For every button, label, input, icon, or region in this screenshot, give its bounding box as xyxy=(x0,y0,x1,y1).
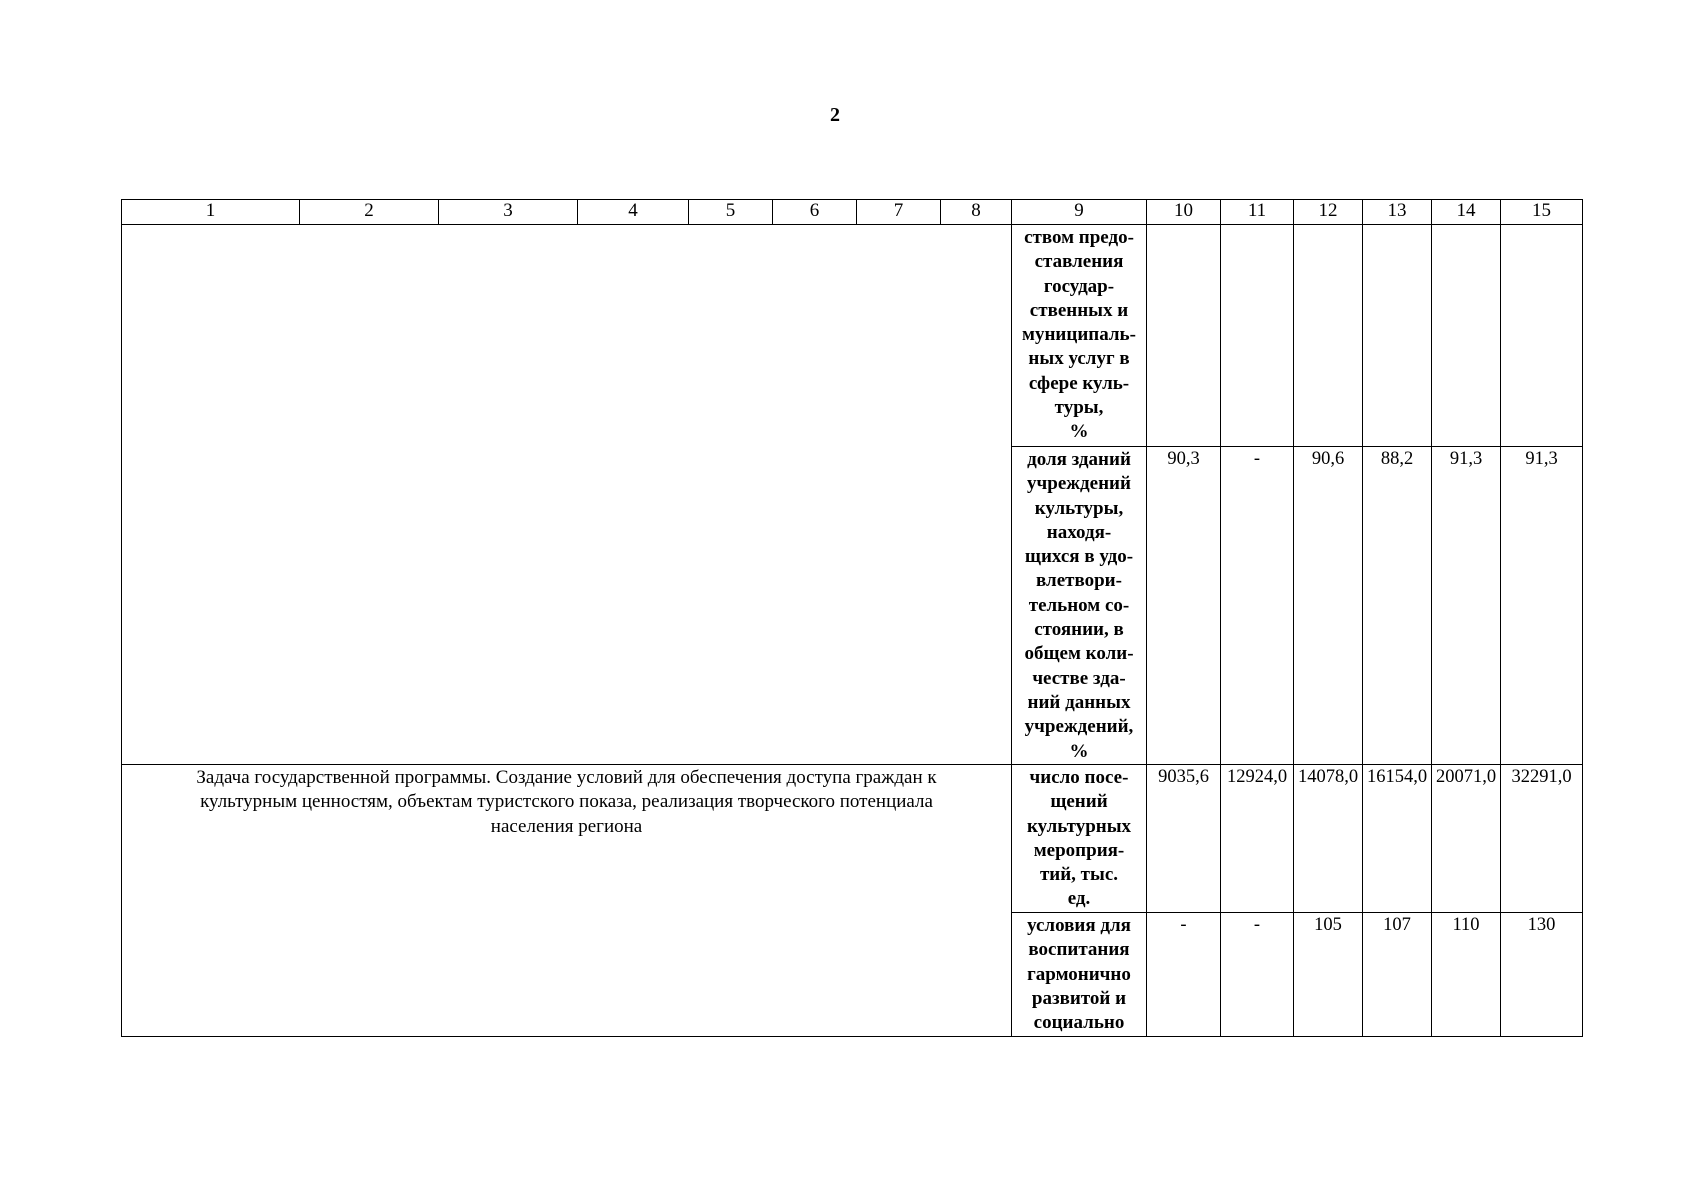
indicator-line: % xyxy=(1069,740,1089,762)
indicator-line: культуры, xyxy=(1034,497,1124,519)
task-line: населения региона xyxy=(490,815,643,837)
indicator-line: условия для xyxy=(1027,915,1131,936)
indicator-line: туры, xyxy=(1054,397,1104,419)
value-cell: 88,2 xyxy=(1363,447,1432,765)
task-line: Задача государственной программы. Создание условий для обеспечения доступа граждан к xyxy=(196,767,937,788)
value-cell: 12924,0 xyxy=(1221,765,1294,913)
value-cell xyxy=(1432,225,1501,447)
table-row xyxy=(122,225,1583,447)
indicator-line: ний данных xyxy=(1027,691,1131,713)
column-header: 12 xyxy=(1294,200,1363,225)
indicator-line: доля зданий xyxy=(1027,449,1131,470)
indicator-line: ственных и xyxy=(1029,299,1129,321)
value-cell: 110 xyxy=(1432,913,1501,1037)
column-header: 6 xyxy=(773,200,857,225)
column-header: 15 xyxy=(1501,200,1583,225)
column-header: 13 xyxy=(1363,200,1432,225)
indicators-table xyxy=(121,199,1583,1037)
task-line: культурным ценностям, объектам туристского показа, реализация творческого потенциала xyxy=(200,791,933,813)
indicator-line: ед. xyxy=(1067,888,1091,910)
indicator-line: ных услуг в xyxy=(1028,348,1130,370)
indicator-line: стоянии, в xyxy=(1034,619,1124,641)
indicator-line: социально xyxy=(1033,1012,1125,1034)
value-cell xyxy=(1147,225,1221,447)
value-cell: 91,3 xyxy=(1432,447,1501,765)
indicator-cell xyxy=(1012,913,1147,1037)
value-cell xyxy=(1221,225,1294,447)
column-header: 14 xyxy=(1432,200,1501,225)
column-header: 11 xyxy=(1221,200,1294,225)
value-cell: 107 xyxy=(1363,913,1432,1037)
indicator-line: мероприя- xyxy=(1033,839,1125,861)
indicator-line: число посе- xyxy=(1029,767,1129,788)
indicator-line: щений xyxy=(1050,791,1108,813)
value-cell: 14078,0 xyxy=(1294,765,1363,913)
indicator-line: гармонично xyxy=(1027,963,1131,985)
column-header: 10 xyxy=(1147,200,1221,225)
value-cell: - xyxy=(1147,913,1221,1037)
indicator-cell xyxy=(1012,447,1147,765)
task-description-cell xyxy=(122,765,1012,1037)
indicator-line: культурных xyxy=(1026,815,1132,837)
value-cell xyxy=(1294,225,1363,447)
indicator-line: влетвори- xyxy=(1036,570,1122,592)
value-cell: 32291,0 xyxy=(1501,765,1583,913)
indicator-line: учреждений xyxy=(1027,473,1131,495)
empty-merged-cell xyxy=(122,225,1012,765)
indicator-line: тельном со- xyxy=(1028,594,1130,616)
value-cell: - xyxy=(1221,447,1294,765)
value-cell: 16154,0 xyxy=(1363,765,1432,913)
indicator-line: щихся в удо- xyxy=(1024,546,1134,568)
indicator-line: ством предо- xyxy=(1024,227,1134,248)
column-header: 8 xyxy=(941,200,1012,225)
table-header-row xyxy=(122,200,1583,225)
value-cell xyxy=(1363,225,1432,447)
indicator-line: тий, тыс. xyxy=(1039,864,1119,886)
indicator-cell xyxy=(1012,225,1147,447)
value-cell: - xyxy=(1221,913,1294,1037)
column-header: 2 xyxy=(300,200,439,225)
value-cell: 90,3 xyxy=(1147,447,1221,765)
column-header: 4 xyxy=(578,200,689,225)
indicator-line: государ- xyxy=(1043,275,1115,297)
value-cell: 20071,0 xyxy=(1432,765,1501,913)
indicator-line: честве зда- xyxy=(1032,667,1126,689)
indicator-line: сфере куль- xyxy=(1028,372,1130,394)
value-cell: 90,6 xyxy=(1294,447,1363,765)
value-cell: 130 xyxy=(1501,913,1583,1037)
value-cell: 91,3 xyxy=(1501,447,1583,765)
column-header: 9 xyxy=(1012,200,1147,225)
value-cell: 105 xyxy=(1294,913,1363,1037)
indicator-line: муниципаль- xyxy=(1022,324,1136,346)
indicator-cell xyxy=(1012,765,1147,913)
column-header: 5 xyxy=(689,200,773,225)
indicator-line: % xyxy=(1069,421,1089,443)
indicator-line: находя- xyxy=(1046,521,1112,543)
value-cell xyxy=(1501,225,1583,447)
table-row xyxy=(122,765,1583,913)
value-cell: 9035,6 xyxy=(1147,765,1221,913)
indicator-line: воспитания xyxy=(1028,939,1130,961)
column-header: 1 xyxy=(122,200,300,225)
indicator-line: развитой и xyxy=(1031,987,1127,1009)
indicator-line: общем коли- xyxy=(1024,643,1134,665)
indicator-line: ставления xyxy=(1034,251,1124,273)
indicator-line: учреждений, xyxy=(1024,716,1134,738)
column-header: 3 xyxy=(439,200,578,225)
column-header: 7 xyxy=(857,200,941,225)
page-number: 2 xyxy=(830,104,840,126)
